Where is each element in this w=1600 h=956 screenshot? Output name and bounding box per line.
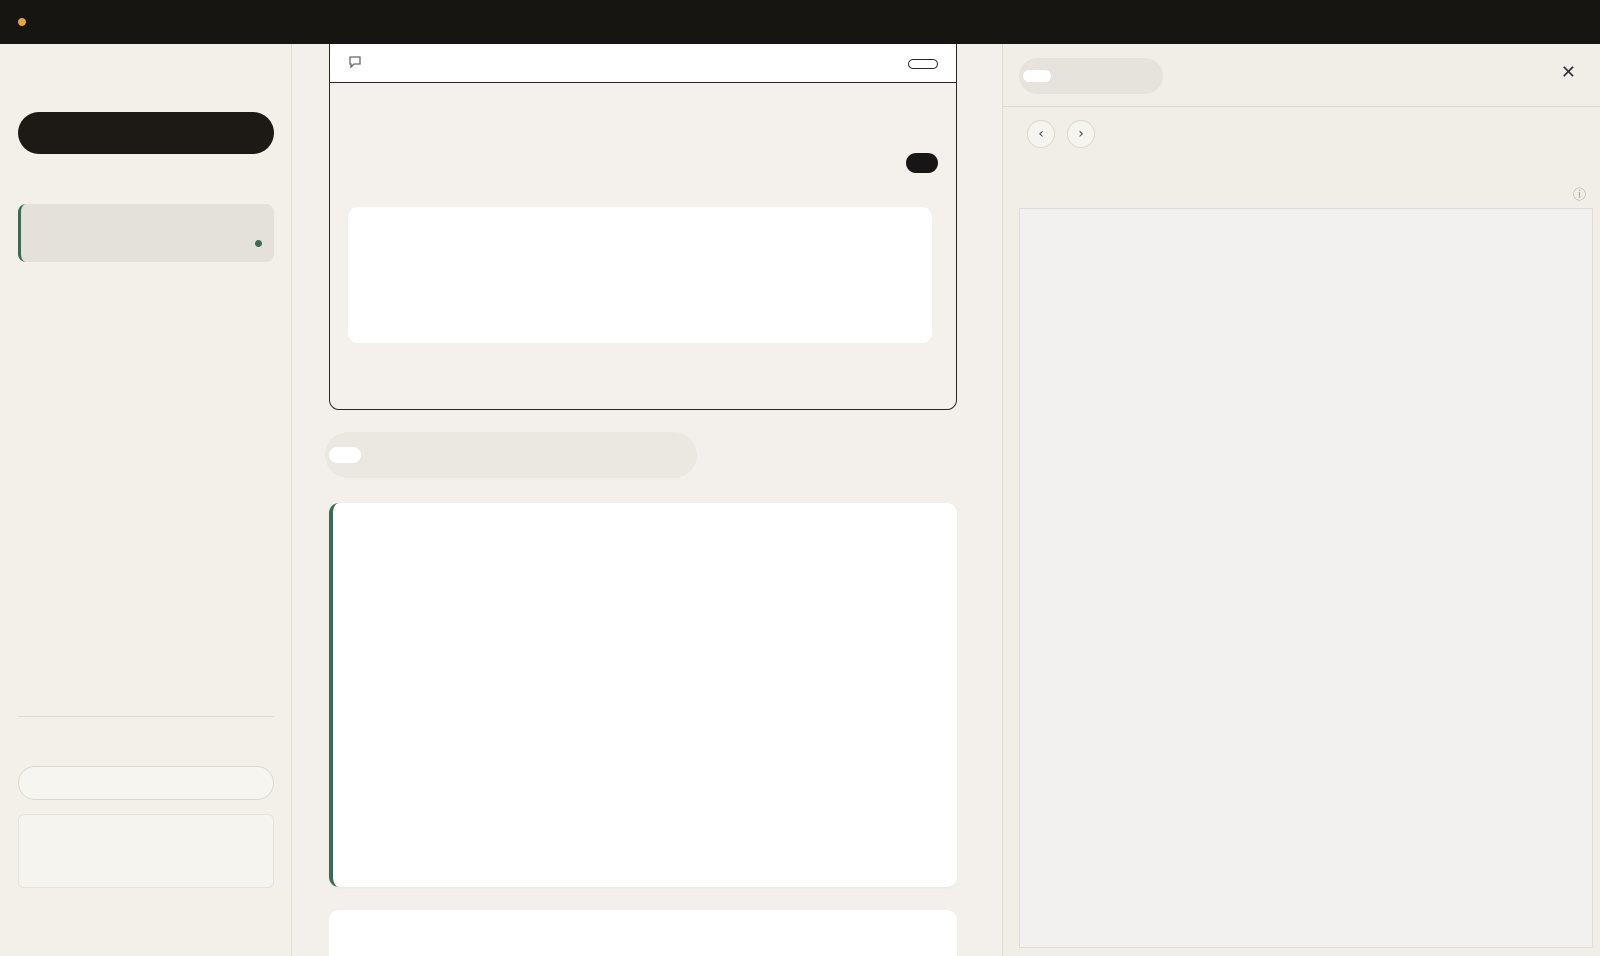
active-dot	[255, 240, 262, 247]
status-dot	[18, 18, 26, 26]
scanned-document	[1020, 209, 1593, 948]
section-tabs	[325, 432, 697, 478]
divider	[18, 716, 274, 717]
answer-info	[330, 83, 956, 92]
answer-paragraph	[364, 219, 916, 267]
chevron-right-icon[interactable]: ›	[1067, 120, 1095, 148]
top-bar	[0, 0, 1600, 44]
document-viewer	[1002, 44, 1600, 956]
scanned-page	[1019, 208, 1593, 948]
sidebar	[0, 44, 292, 956]
chat-bubble-icon	[348, 55, 362, 73]
chevron-left-icon[interactable]: ‹	[1027, 120, 1055, 148]
answer-paragraph	[364, 275, 916, 299]
dossier-item[interactable]	[18, 204, 274, 262]
main-panel	[292, 44, 1002, 956]
tab-chronologie[interactable]	[363, 447, 395, 463]
new-dossier-button[interactable]	[18, 112, 274, 154]
divider	[1003, 106, 1600, 107]
info-icon[interactable]: ⓘ	[1572, 188, 1586, 203]
tab-procedure[interactable]	[397, 447, 429, 463]
answer-paragraph	[364, 307, 916, 331]
tab-piece[interactable]	[1023, 70, 1051, 82]
demo-note	[18, 814, 274, 888]
user-message	[906, 153, 938, 173]
tab-fond[interactable]	[431, 447, 463, 463]
assistant-message	[348, 207, 932, 343]
viewer-tabs	[1019, 58, 1163, 94]
send-button[interactable]	[908, 59, 938, 69]
tab-dossier[interactable]	[329, 447, 361, 463]
tab-index[interactable]	[1051, 70, 1079, 82]
next-card	[329, 910, 957, 956]
page-navigation	[1021, 120, 1101, 148]
close-icon[interactable]: ✕	[1560, 62, 1576, 83]
logout-button[interactable]	[18, 766, 274, 800]
chat-panel	[329, 44, 957, 410]
case-summary-card	[329, 503, 957, 887]
query-bar	[330, 44, 956, 83]
